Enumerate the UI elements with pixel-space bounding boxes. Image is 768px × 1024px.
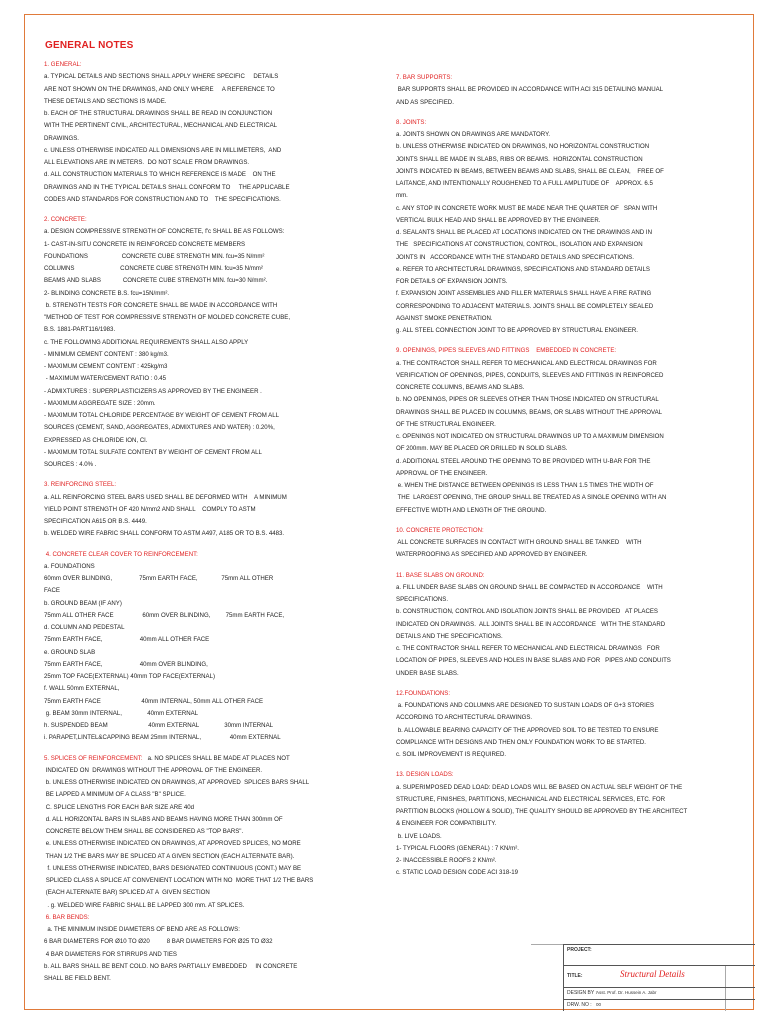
note-line: e. UNLESS OTHERWISE INDICATED ON DRAWINGS, AT APPROVED SPLICES, NO MORE [44, 840, 301, 848]
section-gap [396, 337, 687, 345]
section-gap [396, 562, 687, 570]
note-line: - MAXIMUM TOTAL SULFATE CONTENT BY WEIGHT OF CEMENT FROM ALL [44, 448, 262, 456]
section-heading: 5. SPLICES OF REINFORCEMENT: a. NO SPLICES SHALL BE MADE AT PLACES NOT [44, 754, 290, 762]
note-line: b. UNLESS OTHERWISE INDICATED ON DRAWINGS, AT APPROVED SPLICES BARS SHALL [44, 779, 310, 786]
note-line: YIELD POINT STRENGTH OF 420 N/mm2 AND SHALL COMPLY TO ASTM [44, 505, 256, 513]
note-line: b. EACH OF THE STRUCTURAL DRAWINGS SHALL BE READ IN CONJUNCTION [44, 110, 273, 117]
note-line: VERIFICATION OF OPENINGS, PIPES, CONDUITS, SLEEVES AND FITTINGS IN REINFORCED [396, 371, 664, 379]
note-line: BAR SUPPORTS SHALL BE PROVIDED IN ACCORDANCE WITH ACI 315 DETAILING MANUAL [396, 86, 664, 94]
note-line: THESE DETAILS AND SECTIONS IS MADE. [44, 97, 167, 105]
note-line: 1- TYPICAL FLOORS (GENERAL) : 7 KN/m². [396, 844, 519, 852]
note-line: - MAXIMUM AGGREGATE SIZE : 20mm. [44, 399, 156, 407]
note-line: h. SUSPENDED BEAM 40mm EXTERNAL 30mm INTERNAL [44, 722, 274, 729]
note-line: OF THE STRUCTURAL ENGINEER. [396, 420, 496, 428]
title-block-cell [725, 988, 756, 999]
note-line: b. UNLESS OTHERWISE INDICATED ON DRAWINGS, NO HORIZONTAL CONSTRUCTION [396, 143, 650, 151]
note-line: JOINTS SHALL BE MADE IN SLABS, RIBS OR BEAMS. HORIZONTAL CONSTRUCTION [396, 155, 643, 163]
note-line: SPLICED CLASS A SPLICE AT CONVENIENT LOCATION WITH NO MORE THAT 1/2 THE BARS [44, 877, 314, 884]
note-line: e. GROUND SLAB [44, 648, 96, 656]
note-line: - MAXIMUM WATER/CEMENT RATIO : 0.45 [44, 375, 166, 383]
section-heading: 1. GENERAL: [44, 61, 82, 68]
note-line: b. NO OPENINGS, PIPES OR SLEEVES OTHER THAN THOSE INDICATED ON STRUCTURAL [396, 396, 659, 404]
note-line: INDICATED ON DRAWINGS. ALL JOINTS SHALL BE IN ACCORDANCE WITH THE STANDARD [396, 620, 666, 628]
note-line: b. LIVE LOADS. [396, 832, 442, 840]
note-line: CORRESPONDING TO ADJACENT MATERIALS. JOINTS SHALL BE COMPLETELY SEALED [396, 302, 654, 310]
note-line: b. GROUND BEAM (IF ANY) [44, 599, 122, 607]
note-line: 6 BAR DIAMETERS FOR Ø10 TO Ø20 8 BAR DIAMETERS FOR Ø25 TO Ø32 [44, 938, 273, 946]
note-line: CODES AND STANDARDS FOR CONSTRUCTION AND TO THE SPECIFICATIONS. [44, 195, 281, 203]
note-line: COLUMNS CONCRETE CUBE STRENGTH MIN. fcu=35 N/mm² [44, 265, 263, 272]
note-line: FOUNDATIONS CONCRETE CUBE STRENGTH MIN. fcu=35 N/mm² [44, 252, 265, 260]
note-line: 75mm EARTH FACE 40mm INTERNAL, 50mm ALL OTHER FACE [44, 697, 264, 705]
title-block [563, 944, 755, 1011]
note-line: CONCRETE BELOW THEM SHALL BE CONSIDERED AS "TOP BARS". [44, 828, 244, 835]
section-gap [396, 680, 687, 688]
note-line: THE LARGEST OPENING, THE GROUP SHALL BE TREATED AS A SINGLE OPENING WITH AN [396, 494, 667, 502]
title-label: TITLE: [567, 973, 583, 979]
note-line: BEAMS AND SLABS CONCRETE CUBE STRENGTH MIN. fcu=30 N/mm². [44, 277, 268, 285]
notes-right-column [396, 72, 687, 880]
note-line: ALL CONCRETE SURFACES IN CONTACT WITH GROUND SHALL BE TANKED WITH [396, 539, 642, 546]
note-line: B.S. 1881-PART116/1983. [44, 326, 116, 334]
title-block-title-row [564, 966, 755, 988]
note-line: & ENGINEER FOR COMPATIBILITY. [396, 820, 497, 828]
note-line: JOINTS IN ACCORDANCE WITH THE STANDARD DETAILS AND SPECIFICATIONS. [396, 253, 634, 261]
note-line: a. TYPICAL DETAILS AND SECTIONS SHALL APPLY WHERE SPECIFIC DETAILS [44, 73, 279, 81]
note-line: WATERPROOFING AS SPECIFIED AND APPROVED BY ENGINEER. [396, 551, 588, 559]
note-line: DRAWINGS AND IN THE TYPICAL DETAILS SHALL CONFORM TO THE APPLICABLE [44, 183, 290, 191]
note-line: FOR DETAILS OF EXPANSION JOINTS. [396, 278, 508, 285]
note-line: g. BEAM 30mm INTERNAL, 40mm EXTERNAL [44, 709, 199, 717]
note-line: VERTICAL BULK HEAD AND SHALL BE APPROVED BY THE ENGINEER. [396, 216, 601, 224]
section-gap [396, 109, 687, 117]
section-gap [44, 541, 313, 549]
title-block-project-row [564, 945, 755, 966]
note-line: a. THE CONTRACTOR SHALL REFER TO MECHANICAL AND ELECTRICAL DRAWINGS FOR [396, 359, 657, 367]
note-line: a. FILL UNDER BASE SLABS ON GROUND SHALL BE COMPACTED IN ACCORDANCE WITH [396, 583, 663, 591]
note-line: a. DESIGN COMPRESSIVE STRENGTH OF CONCRETE, f'c SHALL BE AS FOLLOWS: [44, 228, 285, 236]
section-gap [44, 745, 313, 753]
note-line: LOCATION OF PIPES, SLEEVES AND HOLES IN BASE SLABS AND FOR PIPES AND CONDUITS [396, 657, 671, 665]
note-line: ARE NOT SHOWN ON THE DRAWINGS, AND ONLY WHERE A REFERENCE TO [44, 85, 275, 93]
note-line: - MAXIMUM CEMENT CONTENT : 425kg/m3 [44, 363, 168, 370]
drawing-number-label: DRW. NO : [567, 1002, 592, 1008]
note-line: DRAWINGS. [44, 134, 79, 142]
note-line: a. FOUNDATIONS [44, 562, 95, 570]
section-heading: 2. CONCRETE: [44, 216, 87, 223]
note-line: b. ALLOWABLE BEARING CAPACITY OF THE APPROVED SOIL TO BE TESTED TO ENSURE [396, 726, 659, 734]
note-line: UNDER BASE SLABS. [396, 669, 459, 677]
note-line: f. EXPANSION JOINT ASSEMBLIES AND FILLER MATERIALS SHALL HAVE A FIRE RATING [396, 290, 652, 298]
note-line: C. SPLICE LENGTHS FOR EACH BAR SIZE ARE 40d [44, 803, 195, 811]
note-line: a. SUPERIMPOSED DEAD LOAD: DEAD LOADS WILL BE BASED ON ACTUAL SELF WEIGHT OF THE [396, 783, 683, 791]
note-line: 2- BLINDING CONCRETE B.S. fcu=15N/mm². [44, 289, 170, 297]
note-line: f. WALL 50mm EXTERNAL, [44, 685, 120, 693]
note-line: d. ALL CONSTRUCTION MATERIALS TO WHICH REFERENCE IS MADE ON THE [44, 171, 276, 179]
note-line: a. JOINTS SHOWN ON DRAWINGS ARE MANDATORY. [396, 131, 551, 138]
note-line: SOURCES (CEMENT, SAND, AGGREGATES, ADMIXTURES AND WATER) : 0.20%, [44, 424, 275, 432]
note-line: PARTITION BLOCKS (HOLLOW & SOLID), THE QUALITY SHOULD BE APPROVED BY THE ARCHITECT [396, 808, 688, 815]
section-heading: 13. DESIGN LOADS: [396, 771, 454, 779]
note-line: AGAINST SMOKE PENETRATION. [396, 314, 493, 322]
section-heading: 11. BASE SLABS ON GROUND: [396, 571, 485, 579]
note-line: b. WELDED WIRE FABRIC SHALL CONFORM TO ASTM A497, A185 OR TO B.S. 4483. [44, 530, 285, 538]
section-gap [396, 517, 687, 525]
page-title: GENERAL NOTES [45, 40, 134, 51]
note-line: d. COLUMN AND PEDESTAL [44, 624, 125, 631]
section-heading: 12.FOUNDATIONS: [396, 689, 451, 697]
note-line: a. ALL REINFORCING STEEL BARS USED SHALL BE DEFORMED WITH A MINIMUM [44, 493, 287, 501]
note-line: a. FOUNDATIONS AND COLUMNS ARE DESIGNED TO SUSTAIN LOADS OF G+3 STORIES [396, 702, 654, 709]
note-line: . g. WELDED WIRE FABRIC SHALL BE LAPPED 300 mm. AT SPLICES. [44, 901, 245, 909]
note-line: i. PARAPET,LINTEL&CAPPING BEAM 25mm INTERNAL, 40mm EXTERNAL [44, 734, 281, 742]
note-line: LAITANCE, AND INTENTIONALLY ROUGHENED TO A FULL AMPLITUDE OF APPROX. 6.5 [396, 180, 653, 187]
note-line: "METHOD OF TEST FOR COMPRESSIVE STRENGTH OF MOLDED CONCRETE CUBE, [44, 314, 291, 321]
designer-name: Asst. Prof. Dr. Hussein A. Jabr [596, 990, 657, 995]
note-line: ACCORDING TO ARCHITECTURAL DRAWINGS. [396, 714, 533, 722]
notes-left-column [44, 59, 313, 985]
note-line: c. UNLESS OTHERWISE INDICATED ALL DIMENSIONS ARE IN MILLIMETERS, AND [44, 146, 282, 154]
section-gap [396, 761, 687, 769]
drawing-number: 00 [596, 1002, 602, 1007]
note-line: 1- CAST-IN-SITU CONCRETE IN REINFORCED CONCRETE MEMBERS [44, 240, 246, 248]
note-line: c. ANY STOP IN CONCRETE WORK MUST BE MADE NEAR THE QUARTER OF SPAN WITH [396, 204, 658, 212]
section-heading: 3. REINFORCING STEEL: [44, 481, 117, 489]
note-line: c. SOIL IMPROVEMENT IS REQUIRED. [396, 751, 507, 758]
note-line: ALL ELEVATIONS ARE IN METERS. DO NOT SCALE FROM DRAWINGS. [44, 159, 250, 166]
note-line: EFFECTIVE WIDTH AND LENGTH OF THE GROUND. [396, 506, 547, 514]
title-block-drw-row [564, 1000, 755, 1011]
note-line: (EACH ALTERNATE BAR) SPLICED AT A GIVEN SECTION [44, 889, 210, 897]
note-line: THAN 1/2 THE BARS MAY BE SPLICED AT A GIVEN SECTION (EACH ALTERNATE BAR). [44, 852, 295, 860]
note-line: 2- INACCESSIBLE ROOFS 2 KN/m². [396, 857, 497, 864]
design-label: DESIGN BY : [567, 990, 597, 996]
note-line: b. CONSTRUCTION, CONTROL AND ISOLATION JOINTS SHALL BE PROVIDED AT PLACES [396, 608, 658, 616]
note-line: 75mm ALL OTHER FACE 60mm OVER BLINDING, 75mm EARTH FACE, [44, 611, 285, 619]
title-block-cell [725, 966, 756, 987]
note-line: SOURCES : 4.0% . [44, 461, 97, 468]
project-label: PROJECT: [567, 947, 592, 953]
section-heading: 7. BAR SUPPORTS: [396, 74, 453, 81]
note-line: SPECIFICATION A615 OR B.S. 4449. [44, 518, 147, 525]
section-heading: 9. OPENINGS, PIPES SLEEVES AND FITTINGS EMBEDDED IN CONCRETE: [396, 347, 617, 355]
drawing-title: Structural Details [620, 969, 685, 979]
note-line: FACE [44, 587, 60, 595]
note-line: OF 200mm. MAY BE PLACED OR DRILLED IN SOLID SLABS. [396, 445, 568, 453]
note-line: d. ALL HORIZONTAL BARS IN SLABS AND BEAMS HAVING MORE THAN 300mm OF [44, 815, 283, 823]
note-line: JOINTS INDICATED IN BEAMS, BETWEEN BEAMS AND SLABS, SHALL BE CLEAN, FREE OF [396, 167, 664, 175]
note-line: 25mm TOP FACE(EXTERNAL) 40mm TOP FACE(EXTERNAL) [44, 673, 216, 680]
note-line: STRUCTURE, FINISHES, PARTITIONS, MECHANICAL AND ELECTRICAL SERVICES, ETC. FOR [396, 795, 666, 803]
note-line: - MAXIMUM TOTAL CHLORIDE PERCENTAGE BY WEIGHT OF CEMENT FROM ALL [44, 412, 279, 419]
note-line: 60mm OVER BLINDING, 75mm EARTH FACE, 75mm ALL OTHER [44, 575, 274, 582]
note-line: APPROVAL OF THE ENGINEER. [396, 469, 488, 477]
note-line: DETAILS AND THE SPECIFICATIONS. [396, 632, 503, 640]
note-line: COMPLIANCE WITH DESIGNS AND THEN ONLY FOUNDATION WORK TO BE STARTED. [396, 738, 646, 746]
note-line: c. THE FOLLOWING ADDITIONAL REQUIREMENTS SHALL ALSO APPLY [44, 338, 249, 346]
title-block-side [531, 944, 563, 1011]
note-line: 75mm EARTH FACE, 40mm ALL OTHER FACE [44, 636, 210, 644]
title-block-cell [725, 1000, 756, 1011]
note-line: a. THE MINIMUM INSIDE DIAMETERS OF BEND ARE AS FOLLOWS: [44, 926, 240, 933]
section-heading: 10. CONCRETE PROTECTION: [396, 526, 484, 534]
note-line: - ADMIXTURES : SUPERPLASTICIZERS AS APPROVED BY THE ENGINEER . [44, 387, 262, 395]
note-line: AND AS SPECIFIED. [396, 98, 454, 106]
note-line: 75mm EARTH FACE, 40mm OVER BLINDING, [44, 660, 208, 668]
note-line: e. REFER TO ARCHITECTURAL DRAWINGS, SPECIFICATIONS AND STANDARD DETAILS [396, 265, 650, 273]
note-line: d. SEALANTS SHALL BE PLACED AT LOCATIONS INDICATED ON THE DRAWINGS AND IN [396, 229, 652, 236]
note-line: b. ALL BARS SHALL BE BENT COLD. NO BARS PARTIALLY EMBEDDED IN CONCRETE [44, 962, 298, 970]
note-line: g. ALL STEEL CONNECTION JOINT TO BE APPROVED BY STRUCTURAL ENGINEER. [396, 327, 639, 334]
note-line: b. STRENGTH TESTS FOR CONCRETE SHALL BE MADE IN ACCORDANCE WITH [44, 301, 278, 309]
note-line: WITH THE PERTINENT CIVIL, ARCHITECTURAL, MECHANICAL AND ELECTRICAL [44, 122, 278, 130]
note-line: f. UNLESS OTHERWISE INDICATED, BARS DESIGNATED CONTINUOUS (CONT.) MAY BE [44, 864, 302, 872]
section-heading: 8. JOINTS: [396, 118, 427, 126]
note-line: THE SPECIFICATIONS AT CONSTRUCTION, CONTROL, ISOLATION AND EXPANSION [396, 241, 643, 249]
note-line: d. ADDITIONAL STEEL AROUND THE OPENING TO BE PROVIDED WITH U-BAR FOR THE [396, 457, 651, 465]
section-heading: 4. CONCRETE CLEAR COVER TO REINFORCEMENT: [44, 550, 198, 558]
note-line: c. OPENINGS NOT INDICATED ON STRUCTURAL DRAWINGS UP TO A MAXIMUM DIMENSION [396, 433, 664, 440]
note-line: SPECIFICATIONS. [396, 596, 449, 603]
section-heading: 6. BAR BENDS: [44, 913, 90, 921]
note-line: c. STATIC LOAD DESIGN CODE ACI 318-19 [396, 869, 519, 877]
note-line: INDICATED ON DRAWINGS WITHOUT THE APPROVAL OF THE ENGINEER. [44, 766, 263, 774]
note-line: BE LAPPED A MINIMUM OF A CLASS "B" SPLICE. [44, 791, 186, 799]
section-gap [44, 206, 313, 214]
note-line: DRAWINGS SHALL BE PLACED IN COLUMNS, BEAMS, OR SLABS WITHOUT THE APPROVAL [396, 408, 663, 416]
note-line: c. THE CONTRACTOR SHALL REFER TO MECHANICAL AND ELECTRICAL DRAWINGS FOR [396, 645, 660, 652]
title-block-design-row [564, 988, 755, 1000]
section-gap [44, 471, 313, 479]
note-line: CONCRETE COLUMNS, BEAMS AND SLABS. [396, 384, 525, 391]
note-line: - MINIMUM CEMENT CONTENT : 380 kg/m3. [44, 350, 169, 358]
note-line: EXPRESSED AS CHLORIDE ION, Cl. [44, 436, 148, 444]
note-line: e. WHEN THE DISTANCE BETWEEN OPENINGS IS LESS THAN 1.5 TIMES THE WIDTH OF [396, 482, 654, 489]
note-line: SHALL BE FIELD BENT. [44, 975, 111, 982]
note-line: 4 BAR DIAMETERS FOR STIRRUPS AND TIES [44, 950, 177, 958]
note-line: mm. [396, 192, 408, 200]
